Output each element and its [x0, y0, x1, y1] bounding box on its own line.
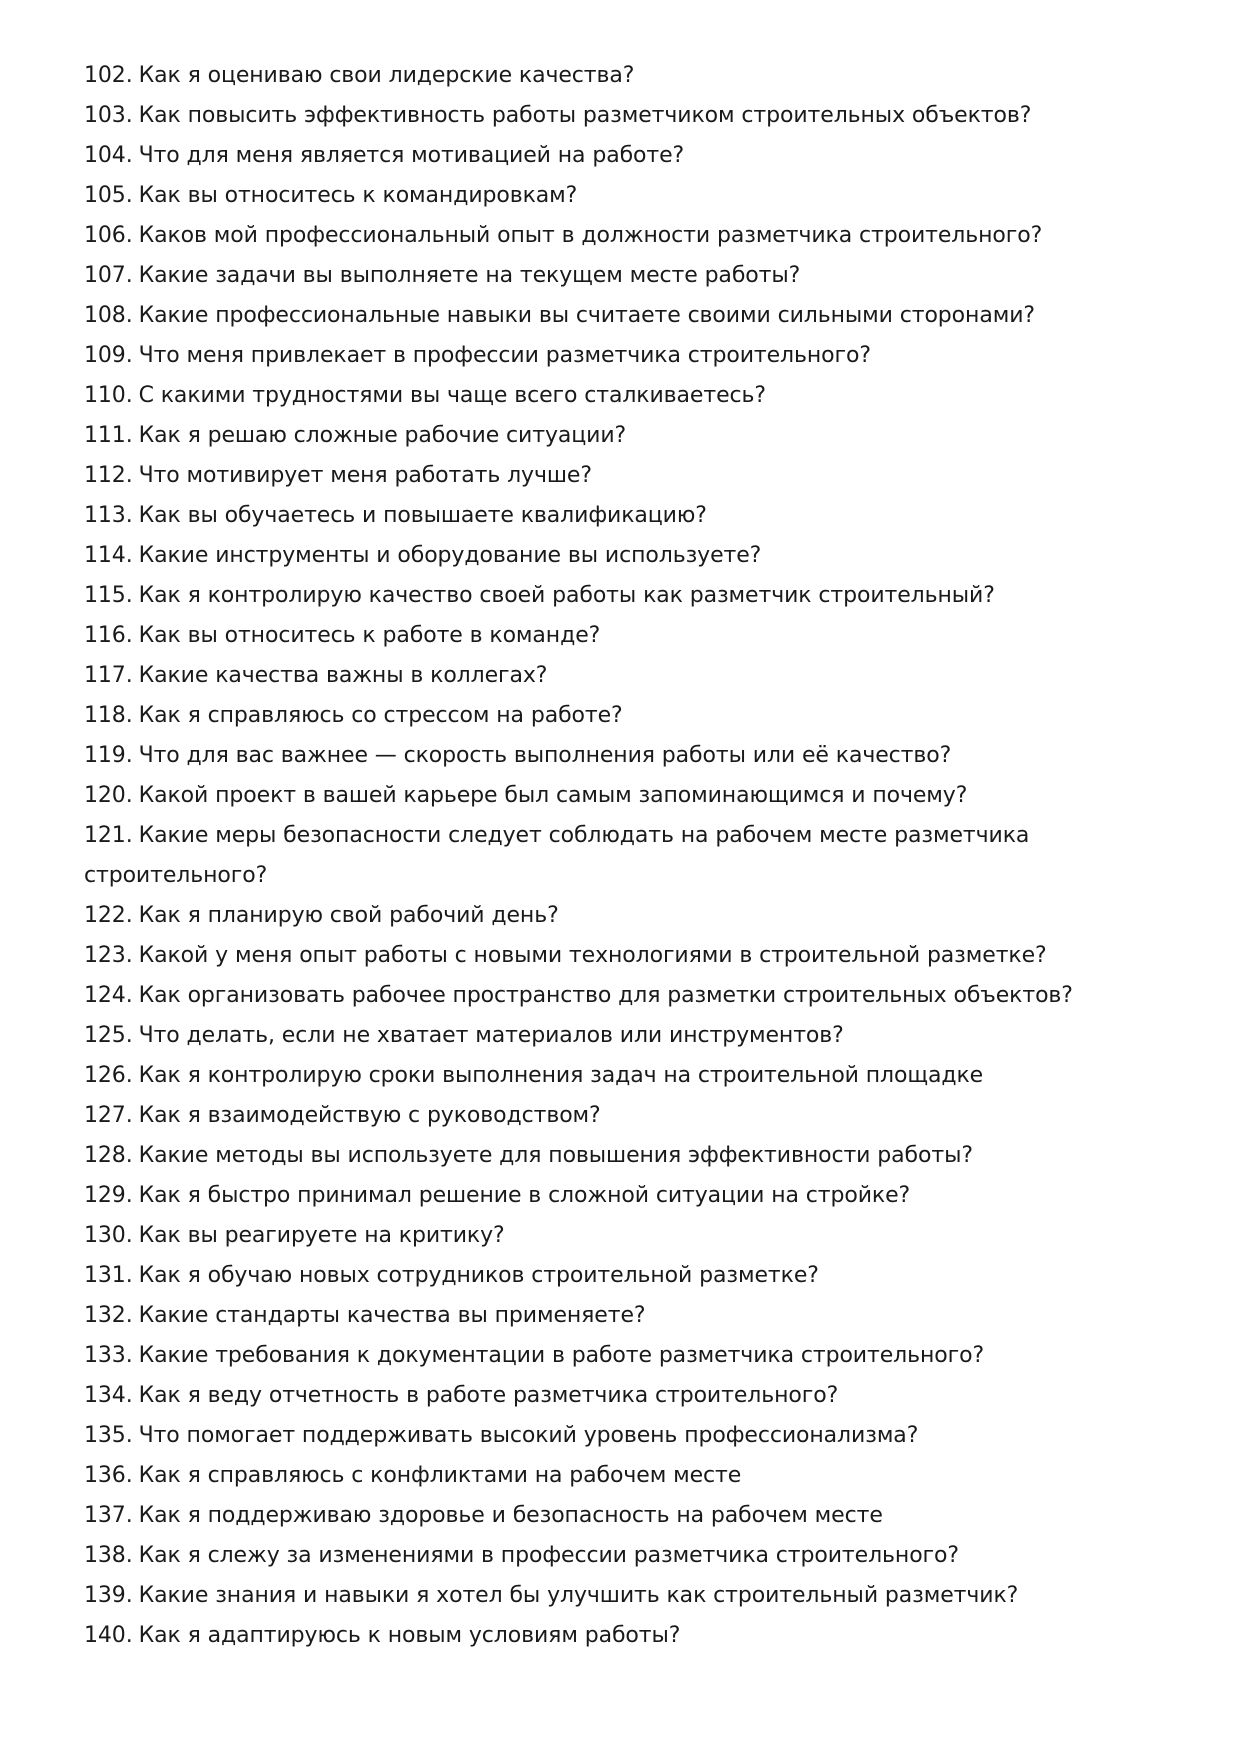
question-text: Какие меры безопасности следует соблюдать на рабочем месте разметчика строительного?	[84, 823, 1030, 888]
question-number: 114.	[84, 543, 133, 568]
question-item	[84, 1016, 1144, 1056]
question-text: Какой у меня опыт работы с новыми технологиями в строительной разметке?	[138, 943, 1047, 968]
question-number: 126.	[84, 1063, 133, 1088]
question-item	[84, 616, 1144, 656]
question-number: 133.	[84, 1343, 133, 1368]
question-number: 107.	[84, 263, 133, 288]
question-item	[84, 1456, 1144, 1496]
question-number: 131.	[84, 1263, 133, 1288]
question-number: 123.	[84, 943, 133, 968]
question-item	[84, 1336, 1144, 1376]
question-item	[84, 416, 1144, 456]
question-text: Как я обучаю новых сотрудников строительной разметке?	[138, 1263, 819, 1288]
question-number: 103.	[84, 103, 133, 128]
question-text: С какими трудностями вы чаще всего сталкиваетесь?	[138, 383, 766, 408]
question-number: 112.	[84, 463, 133, 488]
question-text: Как я поддерживаю здоровье и безопасность на рабочем месте	[138, 1503, 883, 1528]
question-item	[84, 896, 1144, 936]
question-item	[84, 776, 1144, 816]
question-number: 132.	[84, 1303, 133, 1328]
question-text: Какие знания и навыки я хотел бы улучшить как строительный разметчик?	[138, 1583, 1019, 1608]
question-text: Что помогает поддерживать высокий уровень профессионализма?	[138, 1423, 919, 1448]
question-item	[84, 1256, 1144, 1296]
question-number: 109.	[84, 343, 133, 368]
question-number: 115.	[84, 583, 133, 608]
question-number: 127.	[84, 1103, 133, 1128]
question-number: 111.	[84, 423, 133, 448]
question-text: Как организовать рабочее пространство для разметки строительных объектов?	[138, 983, 1073, 1008]
question-item	[84, 1536, 1144, 1576]
question-number: 117.	[84, 663, 133, 688]
question-item	[84, 376, 1144, 416]
question-text: Как я адаптируюсь к новым условиям работы?	[138, 1623, 681, 1648]
question-number: 110.	[84, 383, 133, 408]
question-item	[84, 816, 1144, 896]
question-text: Как я справляюсь со стрессом на работе?	[138, 703, 623, 728]
question-item	[84, 976, 1144, 1016]
question-number: 140.	[84, 1623, 133, 1648]
question-number: 119.	[84, 743, 133, 768]
question-text: Как я быстро принимал решение в сложной ситуации на стройке?	[138, 1183, 911, 1208]
question-item	[84, 536, 1144, 576]
question-text: Что для вас важнее — скорость выполнения работы или её качество?	[138, 743, 952, 768]
question-text: Как я планирую свой рабочий день?	[138, 903, 559, 928]
question-text: Какие профессиональные навыки вы считаете своими сильными сторонами?	[138, 303, 1035, 328]
question-number: 104.	[84, 143, 133, 168]
question-number: 106.	[84, 223, 133, 248]
question-item	[84, 1376, 1144, 1416]
question-text: Как я оцениваю свои лидерские качества?	[138, 63, 635, 88]
question-item	[84, 1216, 1144, 1256]
question-text: Что меня привлекает в профессии разметчика строительного?	[138, 343, 871, 368]
question-text: Какие методы вы используете для повышения эффективности работы?	[138, 1143, 973, 1168]
document-page	[84, 56, 1144, 1656]
question-number: 130.	[84, 1223, 133, 1248]
question-number: 139.	[84, 1583, 133, 1608]
question-number: 120.	[84, 783, 133, 808]
question-text: Какие задачи вы выполняете на текущем месте работы?	[138, 263, 801, 288]
question-item	[84, 736, 1144, 776]
question-text: Как я решаю сложные рабочие ситуации?	[138, 423, 627, 448]
question-item	[84, 456, 1144, 496]
question-number: 121.	[84, 823, 133, 848]
question-number: 122.	[84, 903, 133, 928]
question-item	[84, 656, 1144, 696]
question-text: Как я контролирую качество своей работы как разметчик строительный?	[138, 583, 995, 608]
question-text: Что делать, если не хватает материалов или инструментов?	[138, 1023, 844, 1048]
question-item	[84, 1416, 1144, 1456]
question-item	[84, 256, 1144, 296]
question-text: Как я слежу за изменениями в профессии разметчика строительного?	[138, 1543, 959, 1568]
question-number: 102.	[84, 63, 133, 88]
question-number: 136.	[84, 1463, 133, 1488]
question-item	[84, 1136, 1144, 1176]
question-item	[84, 176, 1144, 216]
question-item	[84, 1616, 1144, 1656]
question-item	[84, 496, 1144, 536]
question-text: Каков мой профессиональный опыт в должности разметчика строительного?	[138, 223, 1043, 248]
question-number: 129.	[84, 1183, 133, 1208]
question-text: Что мотивирует меня работать лучше?	[138, 463, 592, 488]
question-text: Какие инструменты и оборудование вы используете?	[138, 543, 762, 568]
question-item	[84, 1296, 1144, 1336]
question-number: 135.	[84, 1423, 133, 1448]
question-number: 137.	[84, 1503, 133, 1528]
question-text: Как вы относитесь к работе в команде?	[138, 623, 601, 648]
question-item	[84, 1576, 1144, 1616]
question-item	[84, 1056, 1144, 1096]
question-item	[84, 1096, 1144, 1136]
question-number: 118.	[84, 703, 133, 728]
question-number: 125.	[84, 1023, 133, 1048]
question-number: 116.	[84, 623, 133, 648]
question-number: 105.	[84, 183, 133, 208]
question-item	[84, 1176, 1144, 1216]
question-text: Как вы реагируете на критику?	[138, 1223, 505, 1248]
question-text: Как я контролирую сроки выполнения задач на строительной площадке	[138, 1063, 984, 1088]
question-item	[84, 96, 1144, 136]
question-number: 134.	[84, 1383, 133, 1408]
question-text: Какой проект в вашей карьере был самым запоминающимся и почему?	[138, 783, 968, 808]
question-item	[84, 936, 1144, 976]
question-item	[84, 216, 1144, 256]
question-item	[84, 696, 1144, 736]
question-item	[84, 296, 1144, 336]
question-item	[84, 1496, 1144, 1536]
question-text: Как повысить эффективность работы разметчиком строительных объектов?	[138, 103, 1032, 128]
question-text: Как я веду отчетность в работе разметчика строительного?	[138, 1383, 839, 1408]
question-text: Как вы обучаетесь и повышаете квалификацию?	[138, 503, 707, 528]
question-text: Что для меня является мотивацией на работе?	[138, 143, 685, 168]
question-number: 128.	[84, 1143, 133, 1168]
question-item	[84, 56, 1144, 96]
question-number: 124.	[84, 983, 133, 1008]
question-text: Как я справляюсь с конфликтами на рабочем месте	[138, 1463, 742, 1488]
question-item	[84, 136, 1144, 176]
question-text: Как я взаимодействую с руководством?	[138, 1103, 601, 1128]
question-number: 113.	[84, 503, 133, 528]
question-text: Какие качества важны в коллегах?	[138, 663, 548, 688]
question-item	[84, 336, 1144, 376]
question-number: 138.	[84, 1543, 133, 1568]
question-item	[84, 576, 1144, 616]
question-text: Как вы относитесь к командировкам?	[138, 183, 578, 208]
question-list	[84, 56, 1144, 1656]
question-text: Какие стандарты качества вы применяете?	[138, 1303, 646, 1328]
question-text: Какие требования к документации в работе разметчика строительного?	[138, 1343, 985, 1368]
question-number: 108.	[84, 303, 133, 328]
